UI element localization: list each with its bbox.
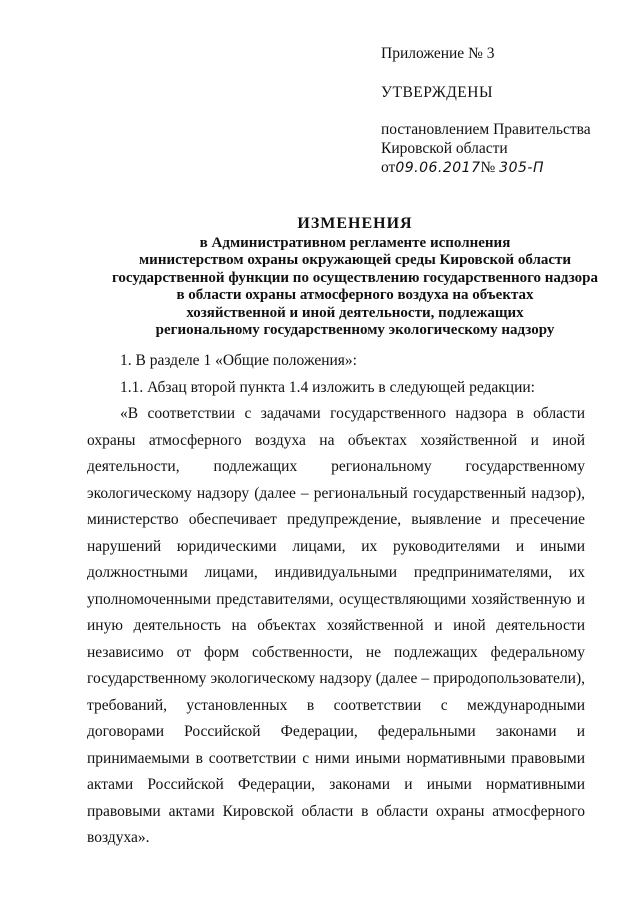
date-number-line <box>381 158 544 178</box>
quoted-paragraph: «В соответствии с задачами государственного надзора в области охраны атмосферного воздуха на объектах хозяйственной и иной деятельности, подлежащих региональному государственному экологическому надзору (далее – региональный государственный надзор), министерство обеспечивает предупреждение, выявление и пресечение нарушений юридическими лицами, их руководителями и иными должностными лицами, индивидуальными предпринимателями, их уполномоченными представителями, осуществляющими хозяйственную и иную деятельность на объектах хозяйственной и иной деятельности независимо от форм собственности, не подлежащих федеральному государственному экологическому надзору (далее – природопользователи), требований, установленных в соответствии с международными договорами Российской Федерации, федеральными законами и принимаемыми в соответствии с ними иными нормативными правовыми актами Российской Федерации, законами и иными нормативными правовыми актами Кировской области в области охраны атмосферного воздуха». <box>87 405 585 846</box>
title-heading: ИЗМЕНЕНИЯ <box>297 215 413 232</box>
handwritten-number: 305-П <box>499 160 544 176</box>
document-title <box>60 215 640 340</box>
document-body <box>87 348 585 852</box>
title-line: в области охраны атмосферного воздуха на объектах <box>176 287 534 303</box>
handwritten-date: 09.06.2017 <box>395 160 481 176</box>
title-line: региональному государственному экологическому надзору <box>155 322 555 338</box>
title-line: в Административном регламенте исполнения <box>199 234 511 251</box>
date-prefix: от <box>381 159 396 176</box>
annex-label: Приложение № 3 <box>381 45 495 62</box>
paragraph-item-1: 1. В разделе 1 «Общие положения»: <box>120 352 357 369</box>
paragraph-item-1-1: 1.1. Абзац второй пункта 1.4 изложить в следующей редакции: <box>120 378 535 396</box>
number-prefix: № <box>480 159 496 176</box>
decree-line: постановлением Правительства <box>381 121 591 138</box>
approved-label: УТВЕРЖДЕНЫ <box>381 84 493 101</box>
title-line: хозяйственной и иной деятельности, подлежащих <box>186 304 524 321</box>
title-line: министерством охраны окружающей среды Кировской области <box>138 252 572 268</box>
region-line: Кировской области <box>381 140 508 157</box>
title-line: государственной функции по осуществлению государственного надзора <box>111 269 598 286</box>
